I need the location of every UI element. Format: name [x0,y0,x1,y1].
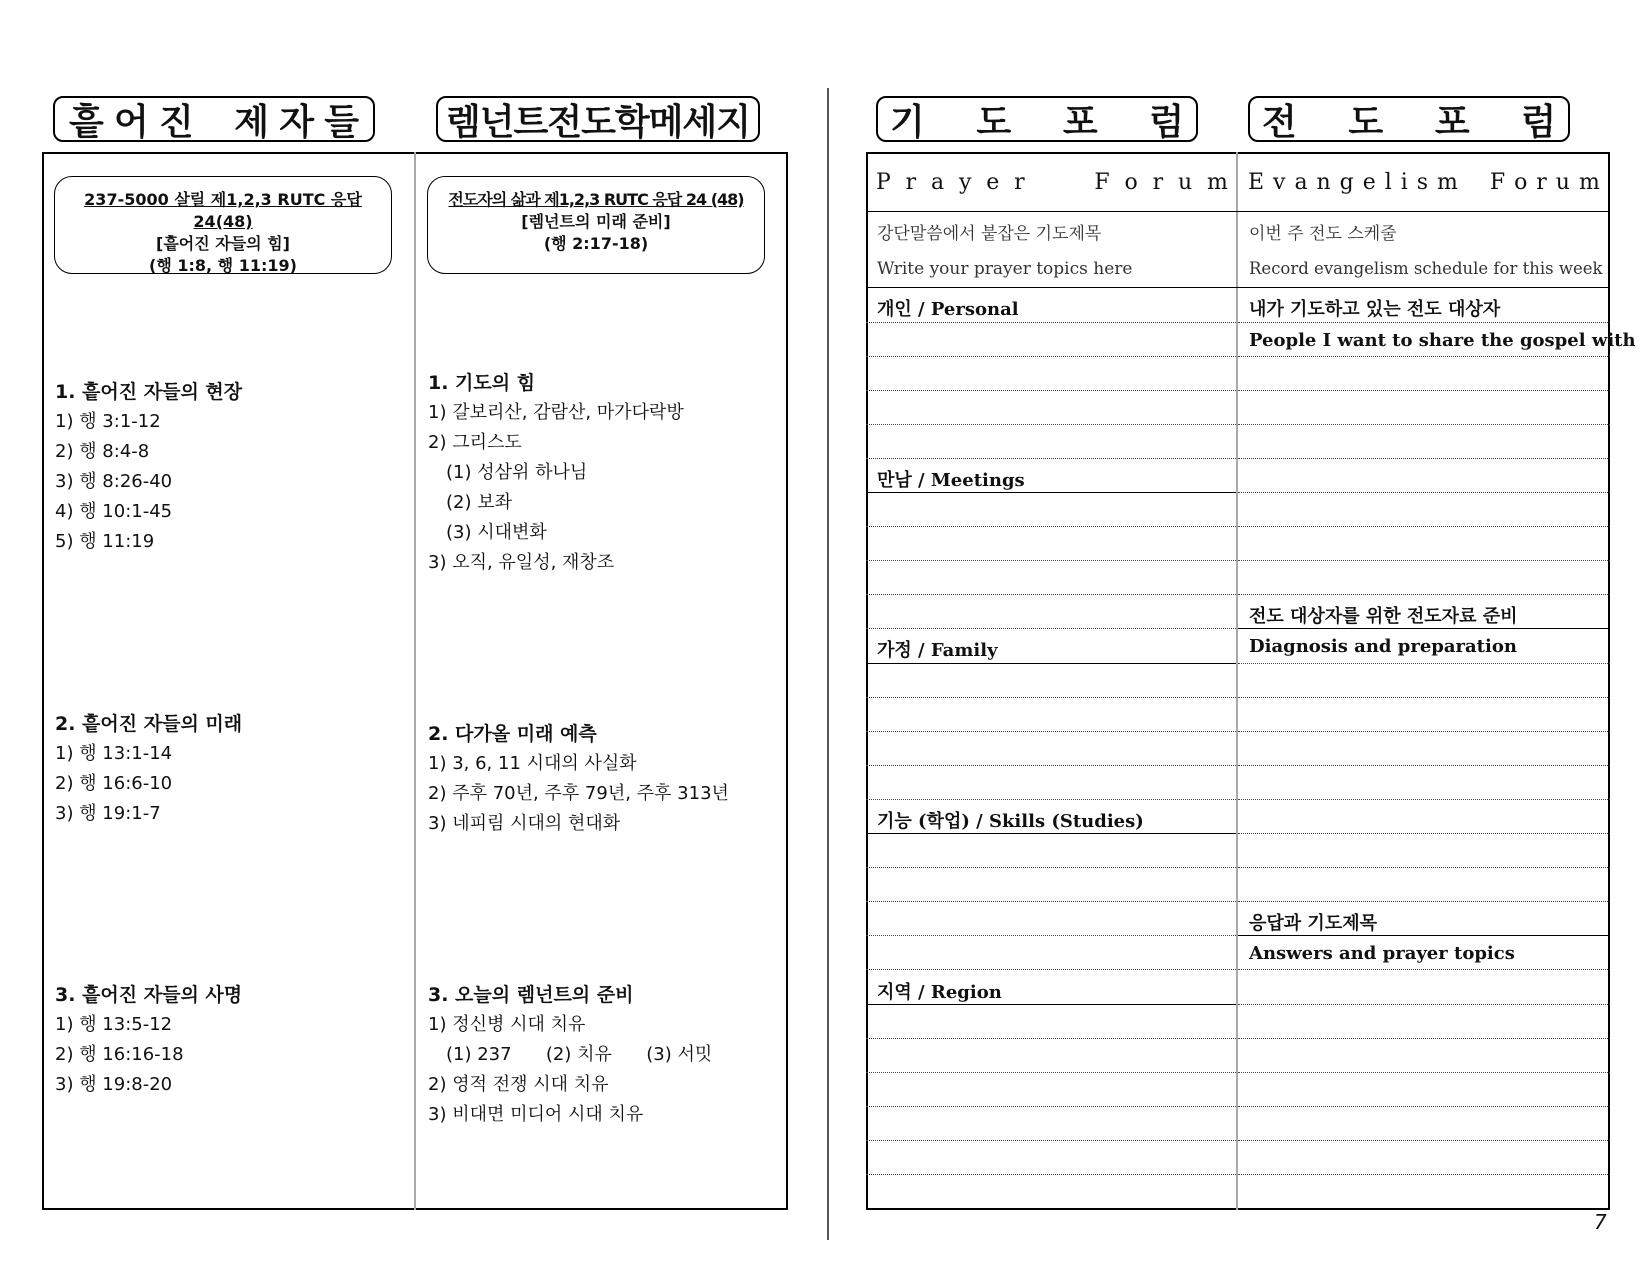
list-item: 2) 그리스도 [428,432,522,453]
prayer-subtitle-ko: 강단말씀에서 붙잡은 기도제목 [877,224,1102,244]
list-item: 3) 행 19:8-20 [55,1074,173,1095]
list-item: 3) 행 19:1-7 [55,803,161,824]
header-char: s [1416,170,1429,195]
section-rule [1238,628,1610,629]
header-char: v [1273,170,1286,195]
writing-line [866,935,1236,936]
tab-char: 럼 [1521,101,1556,143]
prayer-subtitle-en: Write your prayer topics here [877,259,1133,279]
header-char: u [1555,170,1570,195]
tab-char: 포 [1434,101,1470,143]
label-skills: 기능 (학업) / Skills (Studies) [877,811,1144,832]
page-number: 7 [1594,1210,1607,1234]
writing-line [866,1106,1236,1107]
header-char: l [1384,170,1392,195]
tab-title: 렘넌트전도학메세지 [446,101,750,143]
writing-line [866,1038,1236,1039]
writing-line [866,765,1236,766]
writing-line [866,731,1236,732]
writing-line [866,526,1236,527]
section-block [428,719,788,839]
list-item: 3) 네피림 시대의 현대화 [428,813,621,834]
section-rule [1238,935,1610,936]
tab-char: 제 [234,101,269,143]
header-char: n [1316,170,1331,195]
list-item: 1) 행 3:1-12 [55,411,161,432]
writing-line [866,1174,1236,1175]
writing-line [866,322,1236,323]
writing-line [1238,867,1610,868]
label-answers-ko: 응답과 기도제목 [1249,913,1377,934]
tab-char: 진 [159,101,194,143]
forum-column-divider [1236,152,1238,1210]
writing-line [1238,731,1610,732]
section-block [55,980,395,1100]
evangelism-subtitle-en: Record evangelism schedule for this week [1249,259,1603,278]
list-item: 1) 갈보리산, 감람산, 마가다락방 [428,402,684,423]
section-rule [866,492,1236,493]
label-answers-en: Answers and prayer topics [1249,943,1515,964]
list-item: 4) 행 10:1-45 [55,501,173,522]
writing-line [1238,969,1610,970]
evangelism-forum-header [1248,170,1600,195]
writing-line [866,799,1236,800]
list-item: 2) 행 16:16-18 [55,1044,184,1065]
tab-char: 럼 [1149,101,1184,143]
sermon-subtitle: [렘넌트의 미래 준비] [521,212,671,231]
header-char: i [1400,170,1408,195]
header-char: F [1094,170,1110,195]
header-char: g [1339,170,1354,195]
writing-line [1238,765,1610,766]
list-item: 1) 정신병 시대 치유 [428,1014,586,1035]
section-heading: 2. 다가올 미래 예측 [428,723,597,745]
writing-line [1238,390,1610,391]
writing-line [866,628,1236,629]
sermon-reference: (행 2:17-18) [543,234,649,253]
sermon-reference: (행 1:8, 행 11:19) [149,256,297,275]
list-item: 2) 행 16:6-10 [55,773,173,794]
section-block [55,709,395,829]
sermon-subtitle: [흩어진 자들의 힘] [156,234,290,253]
header-char: u [1177,170,1193,195]
writing-line [1238,833,1610,834]
list-item: 3) 비대면 미디어 시대 치유 [428,1104,644,1125]
header-char: E [1248,170,1265,195]
section-block [428,980,788,1130]
writing-line [866,560,1236,561]
writing-line [866,969,1236,970]
writing-line [866,390,1236,391]
writing-line [866,356,1236,357]
writing-line [1238,799,1610,800]
header-char: m [1437,170,1458,195]
label-personal: 개인 / Personal [877,299,1019,320]
header-char [1467,170,1481,195]
header-char: e [986,170,1000,195]
writing-line [1238,1038,1610,1039]
tab-char: 자 [279,101,314,143]
label-family: 가정 / Family [877,640,998,661]
title-tab-prayer-forum [876,96,1198,142]
prayer-forum-header [876,170,1228,195]
header-char: a [1294,170,1308,195]
tab-char: 도 [1348,101,1384,143]
column-divider [414,152,416,1210]
writing-line [1238,1140,1610,1141]
list-item: 2) 행 8:4-8 [55,441,150,462]
label-preparation-en: Diagnosis and preparation [1249,636,1517,657]
list-item: (1) 237 (2) 치유 (3) 서밋 [446,1044,713,1065]
header-char: r [905,170,917,195]
writing-line [1238,901,1610,902]
writing-line [1238,1004,1610,1005]
writing-line [1238,356,1610,357]
writing-line [1238,458,1610,459]
label-meetings: 만남 / Meetings [877,470,1025,491]
title-tab-scattered-disciples [53,96,375,142]
writing-line [1238,560,1610,561]
list-item: 5) 행 11:19 [55,531,155,552]
label-preparation-ko: 전도 대상자를 위한 전도자료 준비 [1249,606,1518,627]
writing-line [1238,526,1610,527]
header-char: P [876,170,891,195]
tab-char: 전 [1262,101,1297,143]
tab-char: 도 [976,101,1012,143]
tab-char: 흩 [69,101,104,143]
title-tab-evangelism-forum [1248,96,1570,142]
header-char: r [1014,170,1025,195]
section-heading: 2. 흩어진 자들의 미래 [55,713,243,735]
header-rule [866,211,1610,212]
list-item: 1) 3, 6, 11 시대의 사실화 [428,753,637,774]
writing-line [1238,492,1610,493]
writing-line [1238,697,1610,698]
writing-line [1238,663,1610,664]
list-item: (1) 성삼위 하나님 [446,462,588,483]
list-item: 3) 오직, 유일성, 재창조 [428,552,615,573]
header-char: o [1124,170,1138,195]
header-char: e [1362,170,1376,195]
section-heading: 3. 오늘의 렘넌트의 준비 [428,984,634,1006]
tab-char: 포 [1062,101,1098,143]
header-char: y [959,170,972,195]
section-heading: 3. 흩어진 자들의 사명 [55,984,243,1006]
writing-line [866,1140,1236,1141]
header-char: m [1578,170,1600,195]
label-region: 지역 / Region [877,982,1002,1003]
list-item: 1) 행 13:5-12 [55,1014,173,1035]
header-char: r [1152,170,1164,195]
header-char: m [1206,170,1228,195]
list-item: 2) 주후 70년, 주후 79년, 주후 313년 [428,783,729,804]
writing-line [1238,1072,1610,1073]
section-heading: 1. 흩어진 자들의 현장 [55,381,243,403]
list-item: (2) 보좌 [446,492,512,513]
writing-line [866,1072,1236,1073]
sermon-title-line: 전도자의 삶과 제1,2,3 RUTC 응답 24 (48) [448,190,744,209]
header-char: F [1489,170,1506,195]
header-char: a [931,170,945,195]
writing-line [866,697,1236,698]
writing-line [1238,1106,1610,1107]
writing-line [866,867,1236,868]
section-block [55,377,395,557]
label-evangelism-targets-ko: 내가 기도하고 있는 전도 대상자 [1249,299,1501,320]
writing-line [1238,322,1610,323]
writing-line [1238,594,1610,595]
label-evangelism-targets-en: People I want to share the gospel with [1249,330,1636,351]
sermon-title-line: 237-5000 살릴 제1,2,3 RUTC 응답 24(48) [84,190,362,231]
evangelism-subtitle-ko: 이번 주 전도 스케줄 [1249,224,1397,244]
writing-line [1238,1174,1610,1175]
tab-char: 기 [890,101,925,143]
list-item: 2) 영적 전쟁 시대 치유 [428,1074,609,1095]
list-item: 3) 행 8:26-40 [55,471,173,492]
header-char: o [1514,170,1528,195]
page-spine [827,88,829,1240]
header-char: r [1536,170,1547,195]
writing-line [866,424,1236,425]
list-item: (3) 시대변화 [446,522,547,543]
sermon-title-box-1 [54,176,392,274]
header-rule [866,287,1610,288]
writing-line [866,594,1236,595]
writing-line [1238,424,1610,425]
title-tab-remnant-message [436,96,760,142]
list-item: 1) 행 13:1-14 [55,743,173,764]
writing-line [866,458,1236,459]
sermon-title-box-2 [427,176,765,274]
tab-char: 들 [324,101,359,143]
section-heading: 1. 기도의 힘 [428,372,536,394]
section-rule [866,1004,1236,1005]
section-rule [866,663,1236,664]
section-rule [866,833,1236,834]
writing-line [866,901,1236,902]
tab-char: 어 [114,101,149,143]
header-char [1040,170,1080,195]
section-block [428,368,788,578]
